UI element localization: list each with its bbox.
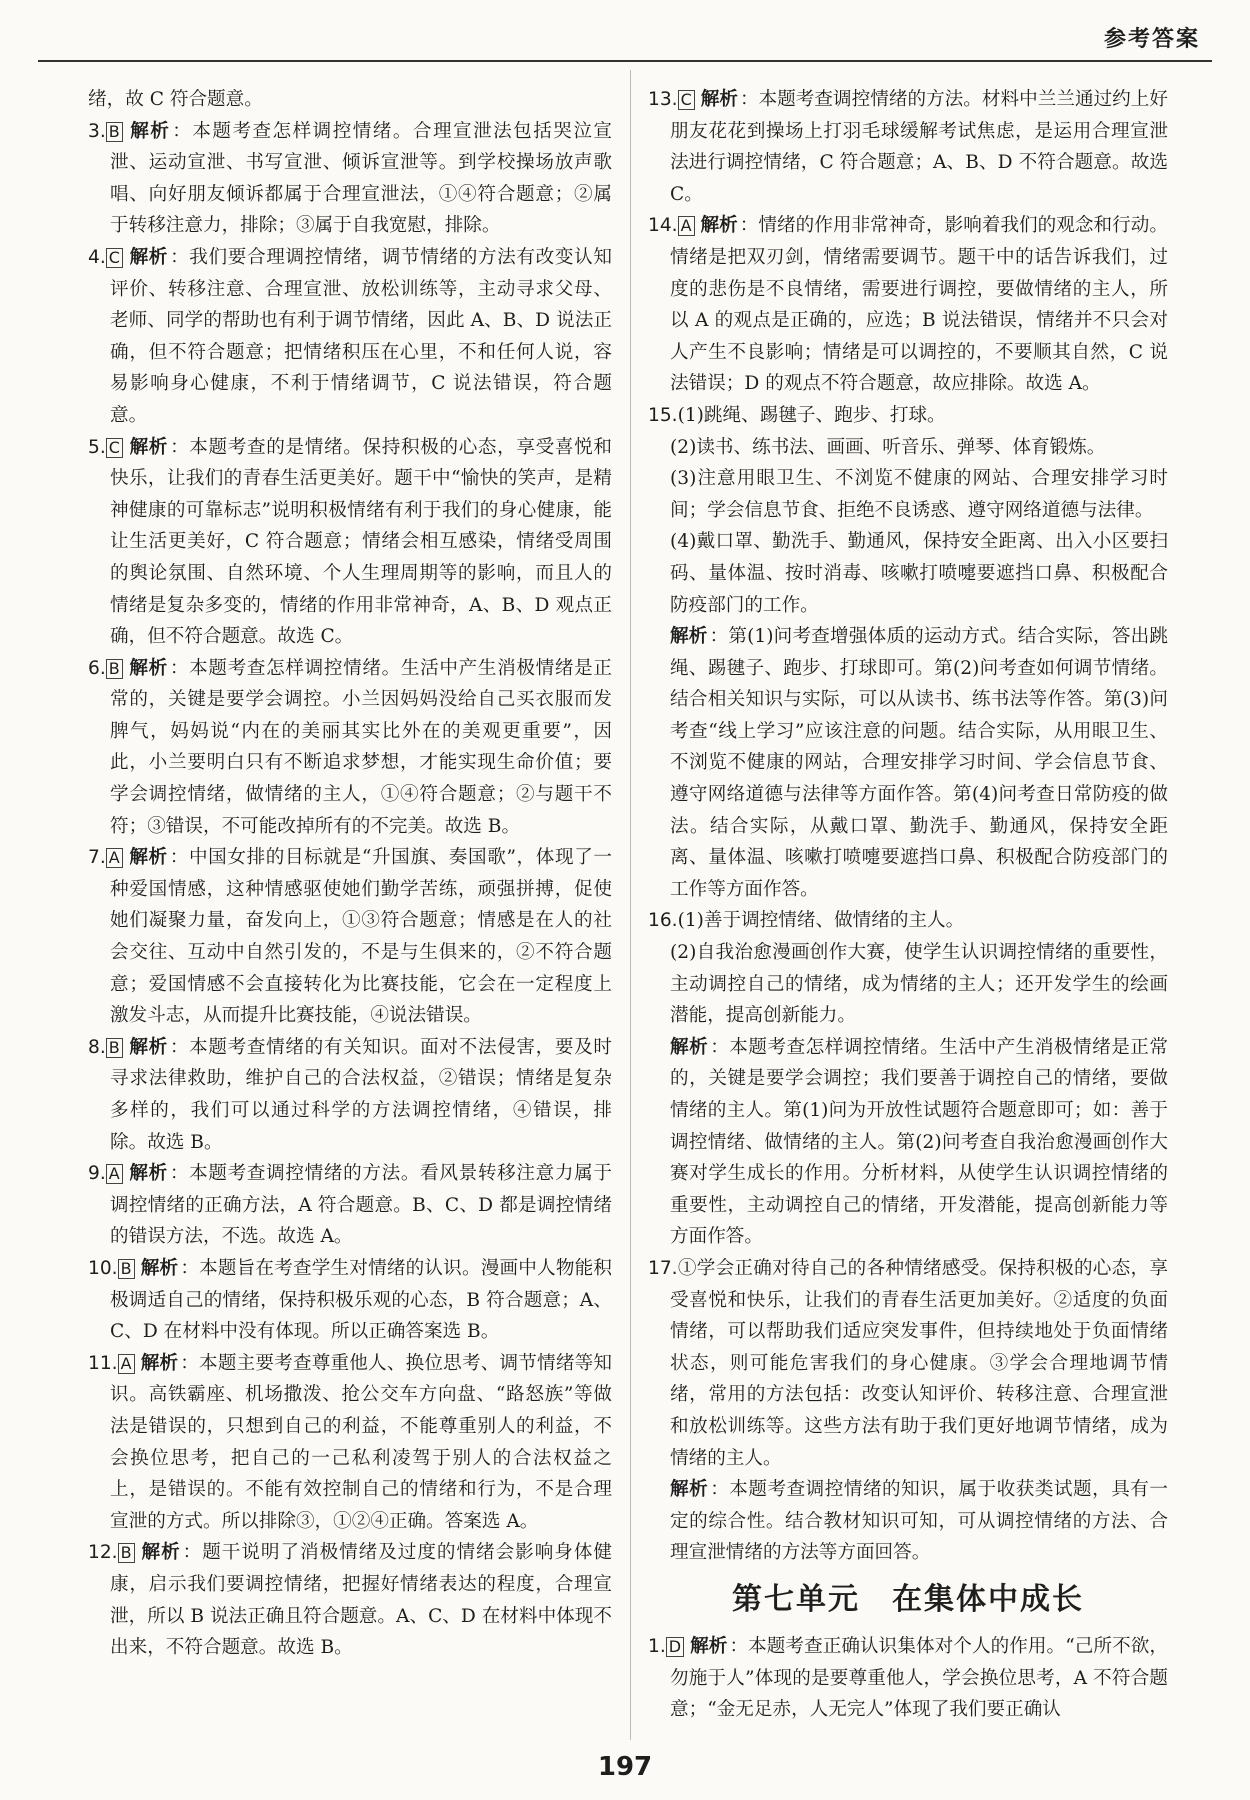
question-item: [648, 210, 1168, 400]
question-number: 6.: [88, 657, 106, 679]
analysis-label: 解析: [670, 626, 708, 648]
question-number: 9.: [88, 1163, 106, 1185]
answer-paragraph: [648, 1032, 1168, 1253]
answer-paragraph: [648, 432, 1168, 464]
right-column: [648, 84, 1168, 1726]
paragraph-text: ：本题旨在考查学生对情绪的认识。漫画中人物能积极调适自己的情绪，保持积极乐观的心态，B 符合题意；A、C、D 在材料中没有体现。所以正确答案选 B。: [110, 1257, 612, 1343]
paragraph-text: ：本题考查怎样调控情绪。合理宣泄法包括哭泣宣泄、运动宣泄、书写宣泄、倾诉宣泄等。到学校操场放声歌唱、向好朋友倾诉都属于合理宣泄法，①④符合题意；②属于转移注意力，排除；③属于自我宽慰，排除。: [110, 120, 612, 237]
paragraph-text: (2)自我治愈漫画创作大赛，使学生认识调控情绪的重要性，主动调控自己的情绪，成为情绪的主人；还开发学生的绘画潜能，提高创新能力。: [670, 942, 1168, 1027]
answer-paragraph: [648, 937, 1168, 1032]
answer-paragraph: [648, 463, 1168, 526]
paragraph-text: ：本题考查怎样调控情绪。生活中产生消极情绪是正常的，关键是要学会调控。小兰因妈妈没给自己买衣服而发脾气，妈妈说“内在的美丽其实比外在的美观更重要”，因此，小兰要明白只有不断追求梦想，才能实现生命价值；要学会调控情绪，做情绪的主人，①④符合题意；②与题干不符；③错误，不可能改掉所有的不完美。故选 B。: [110, 657, 612, 837]
analysis-label: 解析: [128, 847, 168, 869]
paragraph-text: ：本题考查怎样调控情绪。生活中产生消极情绪是正常的，关键是要学会调控；我们要善于调控自己的情绪，要做情绪的主人。第(1)问为开放性试题符合题意即可；如：善于调控情绪、做情绪的主人。第(2)问考查自我治愈漫画创作大赛对学生成长的作用。分析材料，从使学生认识调控情绪的重要性，主动调控自己的情绪，开发潜能，提高创新能力等方面作答。: [670, 1036, 1168, 1248]
answer-paragraph: [648, 1474, 1168, 1569]
question-number: 12.: [88, 1542, 118, 1564]
answer-letter: A: [678, 216, 695, 236]
answer-letter: B: [106, 1038, 123, 1058]
question-item: [88, 1348, 612, 1538]
paragraph-text: ：题干说明了消极情绪及过度的情绪会影响身体健康，启示我们要调控情绪，把握好情绪表达的程度，合理宣泄，所以 B 说法正确且符合题意。A、C、D 在材料中体现不出来，不符合题意。故选 B。: [110, 1542, 612, 1659]
paragraph-text: ：本题考查调控情绪的知识，属于收获类试题，具有一定的综合性。结合教材知识可知，可从调控情绪的方法、合理宣泄情绪的方法等方面回答。: [670, 1479, 1168, 1564]
answer-letter: B: [118, 1543, 135, 1563]
paragraph-text: ：我们要合理调控情绪，调节情绪的方法有改变认知评价、转移注意、合理宣泄、放松训练等，主动寻求父母、老师、同学的帮助也有利于调节情绪，因此 A、B、D 说法正确，但不符合题意；把情绪积压在心里，不和任何人说，容易影响身心健康，不利于情绪调节，C 说法错误，符合题意。: [110, 246, 612, 426]
question-number: 14.: [648, 215, 678, 237]
question-number: 1.: [648, 1635, 666, 1657]
answer-letter: A: [106, 848, 123, 868]
paragraph-text: ：本题考查调控情绪的方法。看风景转移注意力属于调控情绪的正确方法，A 符合题意。B、C、D 都是调控情绪的错误方法，不选。故选 A。: [110, 1163, 612, 1248]
analysis-label: 解析: [690, 1635, 728, 1657]
question-number: 15.: [648, 404, 678, 426]
analysis-label: 解析: [670, 1479, 709, 1501]
question-number: 4.: [88, 246, 106, 268]
analysis-label: 解析: [140, 1352, 179, 1374]
header-rule: [38, 60, 1212, 62]
paragraph-text: (1)跳绳、踢毽子、跑步、打球。: [677, 404, 946, 426]
page-number: 197: [597, 1752, 653, 1782]
question-item: [88, 116, 612, 242]
analysis-label: 解析: [128, 1036, 168, 1058]
analysis-label: 解析: [140, 1542, 181, 1564]
question-item: [648, 400, 1168, 432]
answer-letter: A: [118, 1354, 135, 1374]
paragraph-text: ：情绪的作用非常神奇，影响着我们的观念和行动。情绪是把双刃剑，情绪需要调节。题干中的话告诉我们，过度的悲伤是不良情绪，需要进行调控，要做情绪的主人，所以 A 的观点是正确的，应选；B 说法错误，情绪并不只会对人产生不良影响；情绪是可以调控的，不要顺其自然，C 说法错误；D 的观点不符合题意，故应排除。故选 A。: [670, 215, 1168, 395]
question-number: 7.: [88, 847, 106, 869]
question-item: [88, 653, 612, 843]
paragraph-text: ：本题考查正确认识集体对个人的作用。“己所不欲，勿施于人”体现的是要尊重他人，学会换位思考，A 不符合题意；“金无足赤，人无完人”体现了我们要正确认: [670, 1635, 1168, 1721]
analysis-label: 解析: [670, 1036, 709, 1058]
analysis-label: 解析: [700, 215, 738, 237]
answer-letter: C: [678, 90, 695, 110]
question-number: 17.: [648, 1257, 678, 1279]
question-number: 10.: [88, 1257, 118, 1279]
answer-paragraph: [88, 84, 612, 116]
left-column: [88, 84, 612, 1664]
column-divider: [630, 70, 631, 1740]
paragraph-text: ：本题考查的是情绪。保持积极的心态，享受喜悦和快乐，让我们的青春生活更美好。题干中“愉快的笑声，是精神健康的可靠标志”说明积极情绪有利于我们的身心健康，能让生活更美好，C 符合题意；情绪会相互感染，情绪受周围的舆论氛围、自然环境、个人生理周期等的影响，而且人的情绪是复杂多变的，情绪的作用非常神奇，A、B、D 观点正确，但不符合题意。故选 C。: [110, 436, 612, 648]
answer-letter: C: [106, 248, 123, 268]
analysis-label: 解析: [128, 436, 169, 458]
unit-title: 第七单元 在集体中成长: [732, 1581, 1084, 1617]
question-item: [88, 1537, 612, 1663]
question-number: 8.: [88, 1036, 106, 1058]
question-item: [88, 242, 612, 432]
question-item: [88, 1253, 612, 1348]
question-item: [648, 905, 1168, 937]
header-title: 参考答案: [1103, 27, 1200, 52]
analysis-label: 解析: [700, 89, 738, 110]
question-number: 11.: [88, 1352, 118, 1374]
analysis-label: 解析: [128, 246, 169, 268]
question-item: [88, 1158, 612, 1253]
paragraph-text: ①学会正确对待自己的各种情绪感受。保持积极的心态，享受喜悦和快乐，让我们的青春生活更加美好。②适度的负面情绪，可以帮助我们适应突发事件，但持续地处于负面情绪状态，则可能危害我们的身心健康。③学会合理地调节情绪，常用的方法包括：改变认知评价、转移注意、合理宣泄和放松训练等。这些方法有助于我们更好地调节情绪，成为情绪的主人。: [670, 1257, 1168, 1469]
question-item: [648, 1253, 1168, 1474]
analysis-label: 解析: [128, 120, 171, 142]
question-item: [648, 84, 1168, 210]
answer-paragraph: [648, 526, 1168, 621]
paragraph-text: 绪，故 C 符合题意。: [88, 89, 263, 110]
question-item: [648, 1631, 1168, 1726]
question-number: 3.: [88, 120, 106, 142]
paragraph-text: (3)注意用眼卫生、不浏览不健康的网站、合理安排学习时间；学会信息节食、拒绝不良诱惑、遵守网络道德与法律。: [670, 468, 1168, 521]
paragraph-text: ：本题考查情绪的有关知识。面对不法侵害，要及时寻求法律救助，维护自己的合法权益，②错误；情绪是复杂多样的，我们可以通过科学的方法调控情绪，④错误，排除。故选 B。: [110, 1036, 612, 1153]
paragraph-text: ：中国女排的目标就是“升国旗、奏国歌”，体现了一种爱国情感，这种情感驱使她们勤学苦练，顽强拼搏，促使她们凝聚力量，奋发向上，①③符合题意；情感是在人的社会交往、互动中自然引发的，不是与生俱来的，②不符合题意；爱国情感不会直接转化为比赛技能，它会在一定程度上激发斗志，从而提升比赛技能，④说法错误。: [110, 847, 612, 1027]
paragraph-text: ：本题考查调控情绪的方法。材料中兰兰通过约上好朋友花花到操场上打羽毛球缓解考试焦虑，是运用合理宣泄法进行调控情绪，C 符合题意；A、B、D 不符合题意。故选 C。: [670, 89, 1168, 205]
question-item: [88, 432, 612, 653]
question-number: 13.: [648, 89, 678, 110]
paragraph-text: ：本题主要考查尊重他人、换位思考、调节情绪等知识。高铁霸座、机场撒泼、抢公交车方向盘、“路怒族”等做法是错误的，只想到自己的利益，不能尊重别人的利益，不会换位思考，把自己的一己私利凌驾于别人的合法权益之上，是错误的。不能有效控制自己的情绪和行为，不是合理宣泄的方式。所以排除③，①②④正确。答案选 A。: [110, 1352, 612, 1532]
paragraph-text: (4)戴口罩、勤洗手、勤通风，保持安全距离、出入小区要扫码、量体温、按时消毒、咳嗽打喷嚏要遮挡口鼻、积极配合防疫部门的工作。: [670, 531, 1168, 616]
answer-letter: B: [106, 122, 123, 142]
analysis-label: 解析: [140, 1257, 179, 1279]
answer-letter: B: [106, 659, 123, 679]
paragraph-text: ：第(1)问考查增强体质的运动方式。结合实际，答出跳绳、踢毽子、跑步、打球即可。第(2)问考查如何调节情绪。结合相关知识与实际，可以从读书、练书法等作答。第(3)问考查“线上学习”应该注意的问题。结合实际，从用眼卫生、不浏览不健康的网站，合理安排学习时间、学会信息节食、遵守网络道德与法律等方面作答。第(4)问考查日常防疫的做法。结合实际，从戴口罩、勤洗手、勤通风，保持安全距离、量体温、咳嗽打喷嚏要遮挡口鼻、积极配合防疫部门的工作等方面作答。: [670, 626, 1168, 900]
analysis-label: 解析: [128, 1163, 168, 1185]
answer-letter: C: [106, 438, 123, 458]
question-item: [88, 1032, 612, 1158]
question-number: 16.: [648, 910, 678, 932]
paragraph-text: (2)读书、练书法、画画、听音乐、弹琴、体育锻炼。: [670, 436, 1106, 458]
answer-letter: A: [106, 1164, 123, 1184]
answer-letter: D: [666, 1637, 684, 1657]
question-number: 5.: [88, 436, 106, 458]
analysis-label: 解析: [128, 657, 168, 679]
answer-paragraph: [648, 621, 1168, 905]
answer-letter: B: [118, 1259, 135, 1279]
question-item: [88, 842, 612, 1032]
paragraph-text: (1)善于调控情绪、做情绪的主人。: [677, 910, 965, 932]
